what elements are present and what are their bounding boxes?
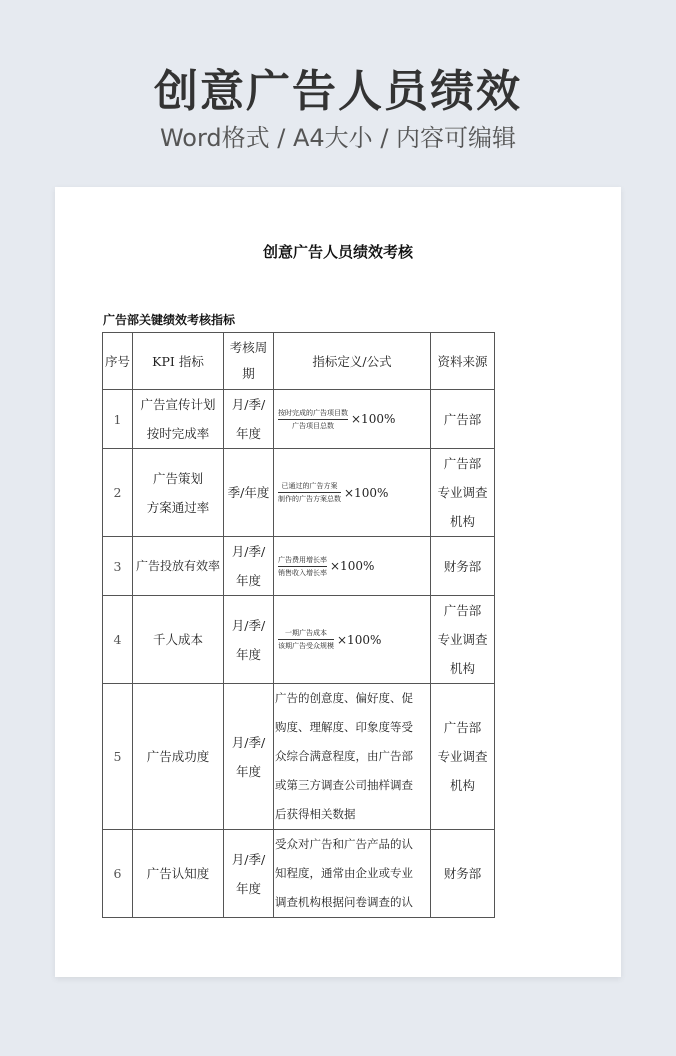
- header-source: 资料来源: [431, 333, 495, 390]
- formula-numerator: 按时完成的广告项目数: [278, 408, 348, 417]
- source-line: 机构: [449, 778, 475, 793]
- period-line: 年度: [235, 763, 261, 779]
- kpi-table: [102, 332, 495, 918]
- formula-percent: ×100%: [351, 412, 396, 426]
- kpi-line: 按时完成率: [146, 426, 210, 441]
- source-line: 广告部: [443, 411, 482, 427]
- row-source: [431, 390, 495, 449]
- definition-line: 购度、理解度、印象度等受: [275, 720, 413, 734]
- row-kpi: [133, 596, 224, 684]
- definition-line: 后获得相关数据: [275, 807, 356, 821]
- header-period: 考核周期: [224, 333, 274, 390]
- row-period: [224, 684, 274, 830]
- document-title: 创意广告人员绩效考核: [262, 243, 413, 261]
- kpi-line: 方案通过率: [146, 499, 210, 515]
- row-seq: 2: [103, 449, 133, 537]
- row-seq: 3: [103, 537, 133, 596]
- row-source: [431, 830, 495, 918]
- period-line: 月/季/: [231, 397, 266, 412]
- kpi-line: 广告成功度: [146, 749, 210, 764]
- source-line: 机构: [449, 661, 475, 676]
- formula-denominator: 广告项目总数: [292, 421, 334, 430]
- formula-percent: ×100%: [330, 559, 375, 573]
- table-row: [103, 449, 495, 537]
- row-source: [431, 537, 495, 596]
- period-line: 月/季/: [231, 734, 266, 750]
- header-definition: 指标定义/公式: [274, 333, 431, 390]
- document-page: [55, 187, 621, 977]
- row-definition: [274, 684, 431, 830]
- kpi-line: 广告投放有效率: [135, 558, 220, 573]
- row-period: [224, 449, 274, 537]
- formula-numerator: 广告费用增长率: [278, 555, 327, 564]
- source-line: 广告部: [443, 456, 482, 471]
- formula-denominator: 销售收入增长率: [278, 568, 327, 577]
- formula-denominator: 制作的广告方案总数: [278, 495, 341, 503]
- source-line: 广告部: [443, 603, 482, 618]
- table-header-row: [103, 333, 495, 390]
- source-line: 专业调查: [437, 632, 488, 647]
- definition-line: 众综合满意程度，由广告部: [275, 749, 413, 763]
- definition-line: 受众对广告和广告产品的认: [275, 837, 413, 851]
- table-row: [103, 390, 495, 449]
- source-line: 广告部: [443, 720, 482, 735]
- kpi-line: 千人成本: [152, 632, 203, 647]
- kpi-line: 广告策划: [152, 470, 203, 486]
- table-row: [103, 537, 495, 596]
- row-kpi: [133, 449, 224, 537]
- row-period: [224, 830, 274, 918]
- source-line: 专业调查: [437, 749, 488, 764]
- row-source: [431, 596, 495, 684]
- kpi-line: 广告宣传计划: [140, 397, 216, 412]
- header-seq: 序号: [103, 333, 133, 390]
- table-row: [103, 830, 495, 918]
- period-line: 月/季/: [231, 851, 266, 867]
- formula-percent: ×100%: [344, 485, 389, 500]
- period-line: 季/年度: [227, 485, 270, 500]
- source-line: 机构: [449, 514, 475, 529]
- formula-fraction: [278, 481, 341, 504]
- row-seq: 1: [103, 390, 133, 449]
- formula-denominator: 该期广告受众规模: [278, 642, 334, 650]
- row-formula: [274, 596, 431, 684]
- period-line: 年度: [235, 646, 261, 662]
- row-kpi: [133, 830, 224, 918]
- row-source: [431, 684, 495, 830]
- formula-fraction: [278, 408, 348, 431]
- formula-numerator: 一期广告成本: [285, 629, 327, 637]
- definition-line: 调查机构根据问卷调查的认: [275, 895, 413, 909]
- period-line: 年度: [235, 426, 261, 441]
- table-row: [103, 596, 495, 684]
- formula-fraction: [278, 555, 327, 578]
- kpi-line: 广告认知度: [146, 866, 210, 881]
- period-line: 月/季/: [231, 544, 266, 559]
- table-row: [103, 684, 495, 830]
- formula-percent: ×100%: [337, 632, 382, 647]
- row-period: [224, 537, 274, 596]
- row-formula: [274, 537, 431, 596]
- row-source: [431, 449, 495, 537]
- row-seq: 5: [103, 684, 133, 830]
- row-seq: 6: [103, 830, 133, 918]
- source-line: 财务部: [443, 866, 482, 881]
- definition-line: 知程度，通常由企业或专业: [275, 866, 413, 880]
- row-kpi: [133, 390, 224, 449]
- row-definition: [274, 830, 431, 918]
- source-line: 财务部: [443, 558, 482, 574]
- row-kpi: [133, 537, 224, 596]
- row-formula: [274, 390, 431, 449]
- row-seq: 4: [103, 596, 133, 684]
- source-line: 专业调查: [437, 485, 488, 500]
- header-kpi: KPI 指标: [133, 333, 224, 390]
- section-title: 广告部关键绩效考核指标: [103, 313, 236, 327]
- banner-title: 创意广告人员绩效: [154, 66, 522, 117]
- definition-line: 或第三方调查公司抽样调查: [275, 778, 413, 792]
- row-formula: [274, 449, 431, 537]
- formula-numerator: 已通过的广告方案: [281, 482, 338, 490]
- period-line: 月/季/: [231, 617, 266, 633]
- period-line: 年度: [235, 573, 261, 588]
- period-line: 年度: [235, 880, 261, 896]
- definition-line: 广告的创意度、偏好度、促: [275, 691, 413, 705]
- row-period: [224, 596, 274, 684]
- row-period: [224, 390, 274, 449]
- row-kpi: [133, 684, 224, 830]
- formula-fraction: [278, 628, 334, 651]
- banner-subtitle: Word格式 / A4大小 / 内容可编辑: [159, 124, 517, 152]
